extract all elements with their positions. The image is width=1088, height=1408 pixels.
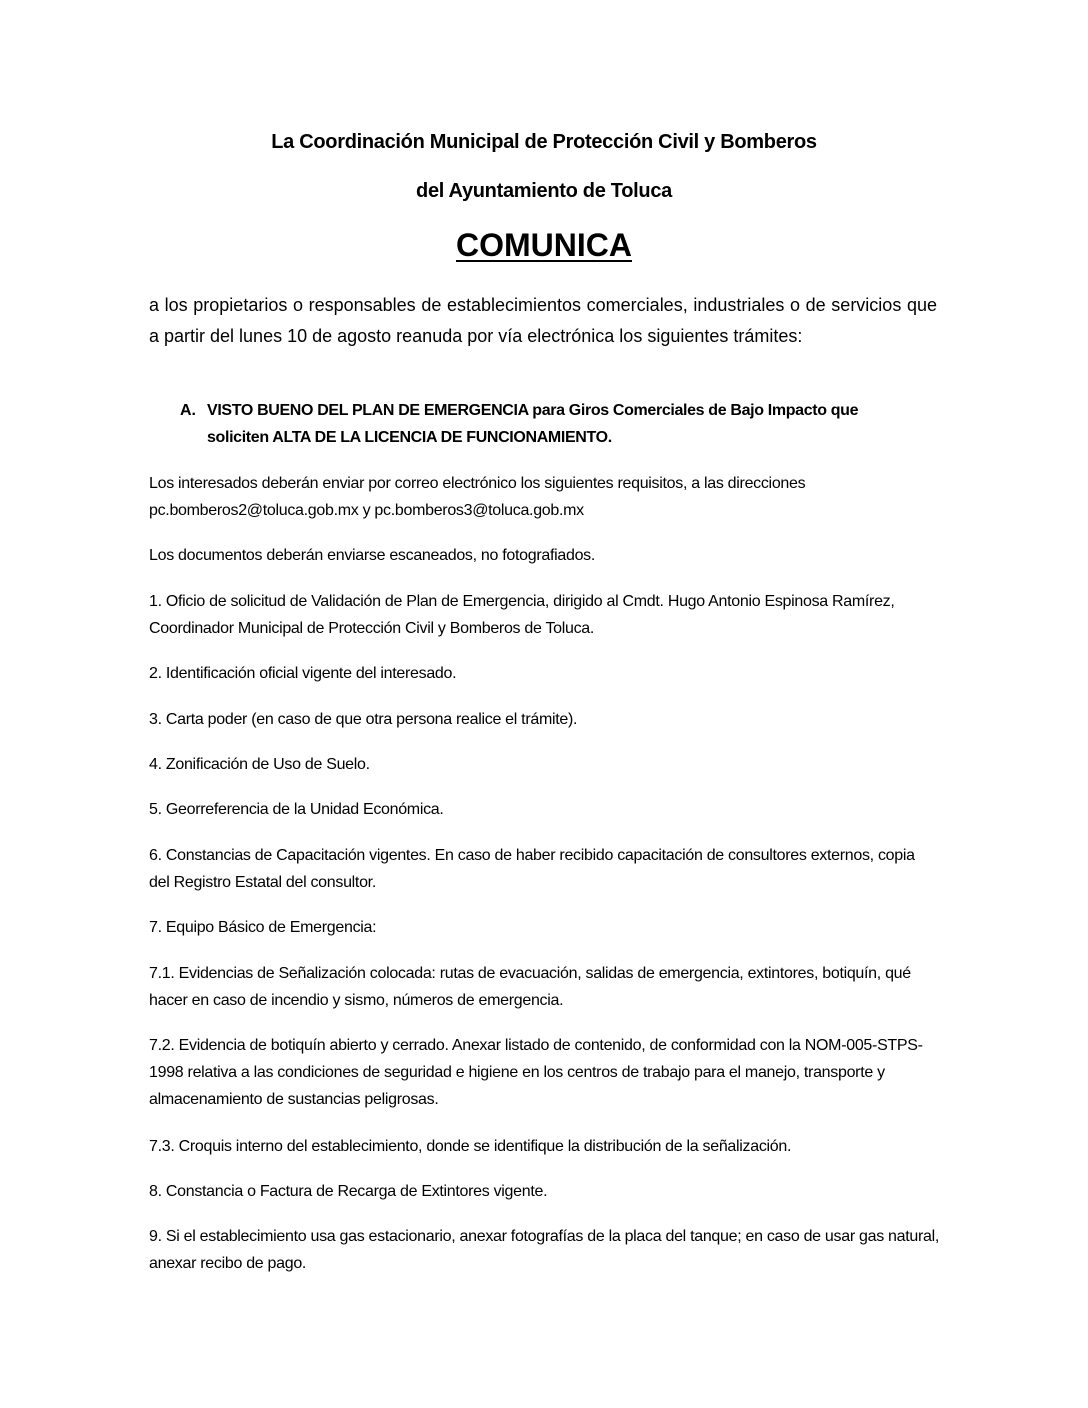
heading-line-2: del Ayuntamiento de Toluca: [416, 180, 672, 202]
paragraph-scan-note: Los documentos deberán enviarse escaneados, no fotografiados.: [149, 547, 596, 564]
list-item-text: VISTO BUENO DEL PLAN DE EMERGENCIA para Giros Comerciales de Bajo Impacto que soliciten ALTA DE LA LICENCIA DE FUNCIONAMIENTO.: [207, 402, 859, 446]
requirement-4: 4. Zonificación de Uso de Suelo.: [149, 756, 370, 773]
heading-line-1: La Coordinación Municipal de Protección Civil y Bomberos: [271, 131, 817, 153]
intro-paragraph: a los propietarios o responsables de establecimientos comerciales, industriales o de servicios que a partir del lunes 10 de agosto reanuda por vía electrónica los siguientes trámites:: [149, 295, 937, 346]
requirement-2: 2. Identificación oficial vigente del interesado.: [149, 665, 457, 682]
requirement-7-3: 7.3. Croquis interno del establecimiento, donde se identifique la distribución de la señalización.: [149, 1138, 792, 1155]
list-item-a: [180, 397, 920, 451]
requirement-9: 9. Si el establecimiento usa gas estacionario, anexar fotografías de la placa del tanque; en caso de usar gas natural, anexar recibo de pago.: [149, 1228, 940, 1272]
page-title: COMUNICA: [456, 227, 632, 263]
paragraph-email-instructions: Los interesados deberán enviar por correo electrónico los siguientes requisitos, a las direcciones pc.bomberos2@toluca.gob.mx y pc.bomberos3@toluca.gob.mx: [149, 475, 806, 519]
requirement-7-1: 7.1. Evidencias de Señalización colocada: rutas de evacuación, salidas de emergencia, extintores, botiquín, qué hacer en caso de incendio y sismo, números de emergencia.: [149, 965, 911, 1009]
requirement-6: 6. Constancias de Capacitación vigentes. En caso de haber recibido capacitación de consultores externos, copia del Registro Estatal del consultor.: [149, 847, 915, 891]
requirement-5: 5. Georreferencia de la Unidad Económica.: [149, 801, 444, 818]
requirement-3: 3. Carta poder (en caso de que otra persona realice el trámite).: [149, 711, 578, 728]
requirement-7-2: 7.2. Evidencia de botiquín abierto y cerrado. Anexar listado de contenido, de conformidad con la NOM-005-STPS-1998 relativa a las condiciones de seguridad e higiene en los centros de trabajo para el manejo, transporte y almacenamiento de sustancias peligrosas.: [149, 1037, 923, 1108]
requirement-8: 8. Constancia o Factura de Recarga de Extintores vigente.: [149, 1183, 548, 1200]
requirement-1: 1. Oficio de solicitud de Validación de Plan de Emergencia, dirigido al Cmdt. Hugo Antonio Espinosa Ramírez, Coordinador Municipal de Protección Civil y Bomberos de Toluca.: [149, 593, 895, 637]
requirement-7: 7. Equipo Básico de Emergencia:: [149, 919, 377, 936]
list-item-marker: A.: [180, 402, 196, 419]
